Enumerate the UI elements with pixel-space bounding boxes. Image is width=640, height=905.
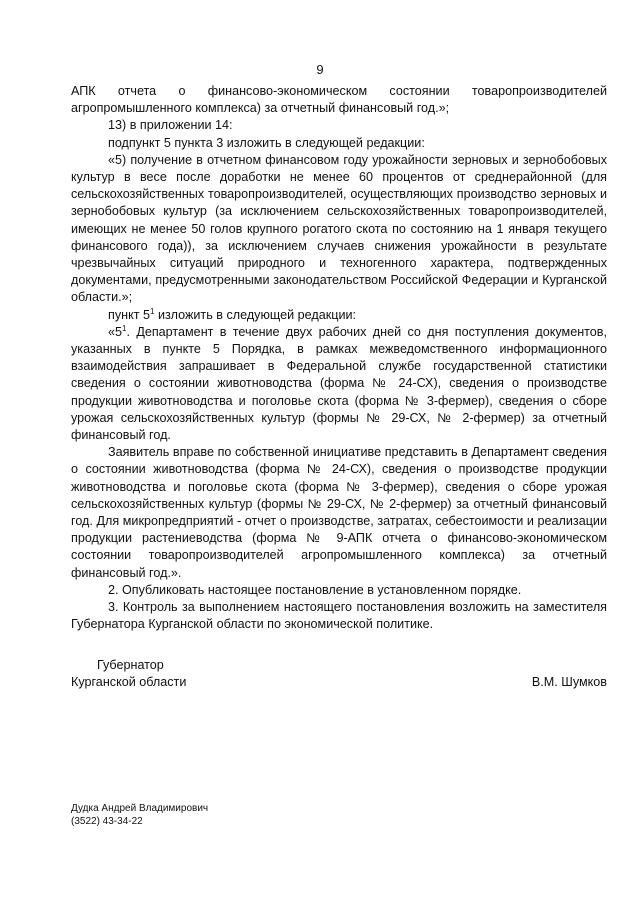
paragraph-subclause-intro: подпункт 5 пункта 3 изложить в следующей редакции: [108, 135, 425, 150]
signatory-title-line2: Курганской области [71, 675, 187, 689]
paragraph-subclause-5: «5) получение в отчетном финансовом году урожайности зерновых и зернобобовых культур в весе после доработки не менее 60 процентов от среднерайонной (для сельскохозяйственных товаропроизводителей, осуществляющих производство зерновых и зернобобовых культур (за исключением сельскохозяйственных товаропроизводителей, имеющих не менее 50 голов крупного рогатого скота по состоянию на 1 января текущего финансового года)), за исключением случаев снижения урожайности в результате чрезвычайных ситуаций природного и техногенного характера, подтвержденных документами, предусмотренными законодательством Российской Федерации и Курганской области.»; [71, 152, 607, 305]
signatory-name: В.М. Шумков [531, 675, 607, 689]
superscript: 1 [150, 306, 155, 316]
executor-name: Дудка Андрей Владимирович [71, 803, 209, 814]
signatory-title-line1: Губернатор [97, 658, 164, 672]
superscript: 1 [122, 323, 127, 333]
executor-phone: (3522) 43-34-22 [71, 816, 143, 827]
clause-intro-text: пункт 5 [108, 307, 150, 322]
paragraph-appendix-14: 13) в приложении 14: [108, 118, 233, 133]
clause-number: «5 [108, 324, 123, 339]
paragraph-publish: 2. Опубликовать настоящее постановление в установленном порядке. [108, 582, 522, 597]
clause-text: . Департамент в течение двух рабочих дней со дня поступления документов, указанных в пункте 5 Порядка, в рамках межведомственного информационного взаимодействия запрашивает в Федеральной службе государственной статистики сведения о состоянии животноводства (форма № 24-СХ), сведения о производстве продукции животноводства и поголовье скота (форма № 3-фермер), сведения о сборе урожая сельскохозяйственных культур (формы № 29-СХ, № 2-фермер) за отчетный финансовый год. [71, 324, 607, 443]
paragraph-clause-5-1 [71, 324, 607, 444]
paragraph-apk-ending: АПК отчета о финансово-экономическом состоянии товаропроизводителей агропромышленного комплекса) за отчетный финансовый год.»; [71, 84, 607, 116]
document-body [71, 83, 607, 634]
paragraph-applicant-right: Заявитель вправе по собственной инициативе представить в Департамент сведения о состоянии животноводства (форма № 24-СХ), сведения о производстве продукции животноводства и поголовье скота (форма № 3-фермер), сведения о сборе урожая сельскохозяйственных культур (формы № 29-СХ, № 2-фермер) за отчетный финансовый год. Для микропредприятий - отчет о производстве, затратах, себестоимости и реализации продукции растениеводства (форма № 9-АПК отчета о финансово-экономическом состоянии товаропроизводителей агропромышленного комплекса) за отчетный финансовый год.». [71, 445, 607, 580]
paragraph-control: 3. Контроль за выполнением настоящего постановления возложить на заместителя Губернатора Курганской области по экономической политике. [71, 600, 607, 632]
paragraph-clause-5-1-intro [71, 307, 607, 324]
signature-block [71, 657, 607, 691]
page-number: 9 [316, 62, 324, 77]
executor-info [71, 802, 208, 828]
clause-intro-text-rest: изложить в следующей редакции: [154, 307, 357, 322]
